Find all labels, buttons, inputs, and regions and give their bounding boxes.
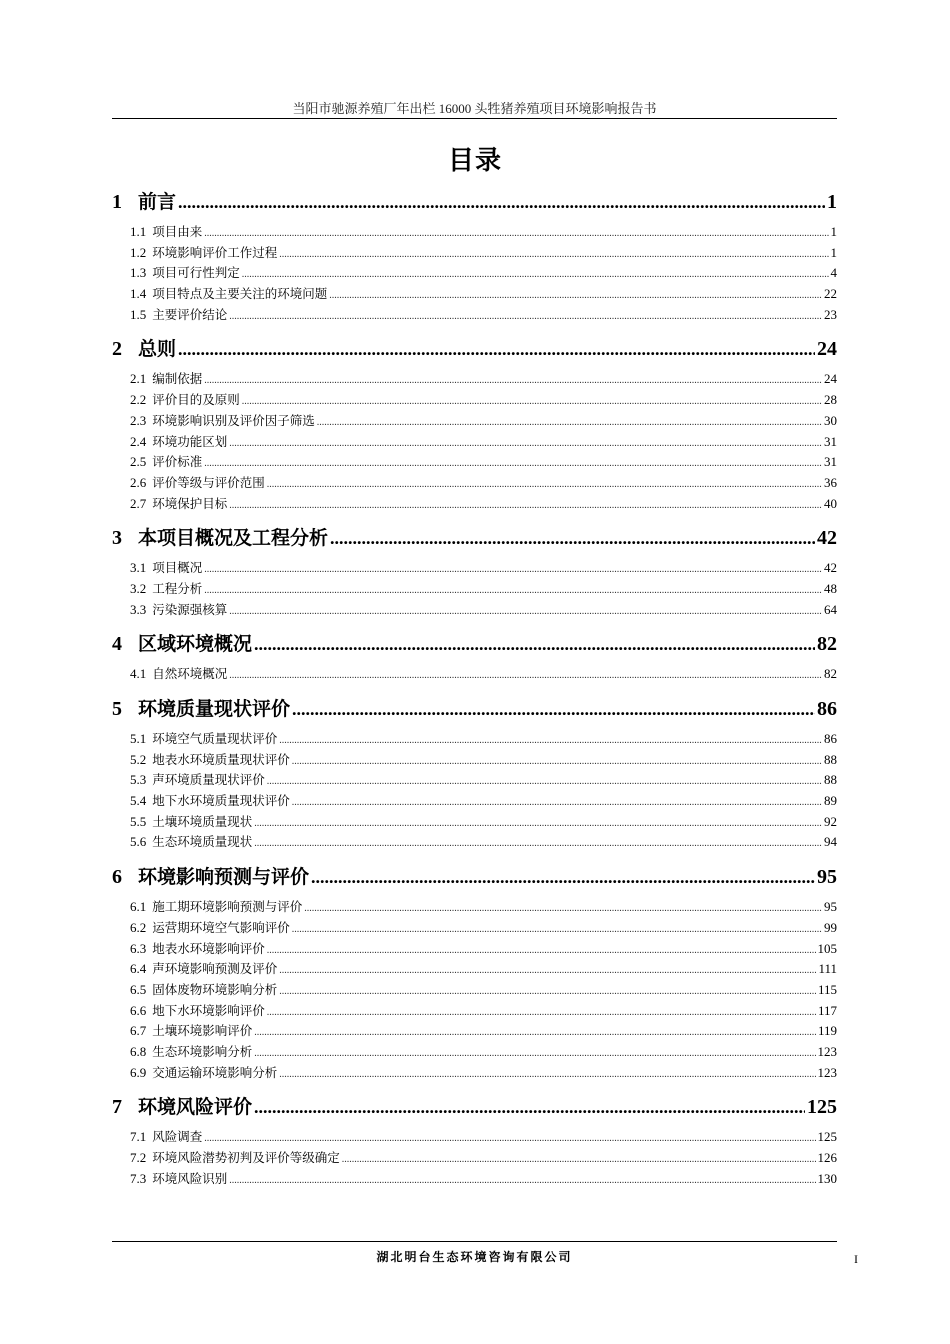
entry-title: 固体废物环境影响分析 [152,981,278,997]
entry-page: 88 [824,751,837,767]
entry-page: 111 [818,961,837,977]
entry-page: 117 [817,1002,837,1018]
dot-leader [292,752,822,773]
entry-page: 92 [824,813,837,829]
entry-title: 环境空气质量现状评价 [152,731,278,746]
toc-chapter-3[interactable] [112,522,837,554]
toc-chapter-1[interactable] [112,186,837,218]
header-divider [112,118,837,119]
toc-entry-2.7[interactable] [112,494,837,515]
dot-leader [267,941,816,962]
dot-leader [279,982,816,1003]
entry-number: 3.3 [130,601,147,617]
dot-leader [229,496,822,517]
entry-page: 42 [824,560,837,576]
dot-leader [229,1171,815,1192]
dot-leader [317,413,822,434]
entry-page: 23 [824,306,837,322]
dot-leader [267,1003,816,1024]
footer-company: 湖北明台生态环境咨询有限公司 [376,1250,573,1264]
entry-title: 主要评价结论 [152,306,228,322]
entry-title: 交通运输环境影响分析 [152,1064,278,1080]
page-number: I [854,1252,858,1266]
entry-number: 2.7 [130,495,147,511]
entry-title: 地下水环境质量现状评价 [152,793,290,809]
entry-page: 40 [824,495,837,511]
entry-page: 4 [830,265,837,281]
toc-entry-6.1[interactable] [112,897,837,918]
toc-entry-6.9[interactable] [112,1063,837,1084]
entry-number: 1.3 [130,265,147,281]
entry-page: 30 [824,412,837,428]
dot-leader [267,772,822,793]
dot-leader [279,1065,815,1086]
entry-number: 3.1 [130,560,147,576]
dot-leader [254,628,815,660]
toc-entry-1.3[interactable] [112,263,837,284]
entry-title: 环境风险潜势初判及评价等级确定 [152,1150,340,1165]
entry-title: 污染源强核算 [152,601,228,617]
dot-leader [204,1129,815,1150]
entry-title: 环境影响评价工作过程 [152,244,278,260]
entry-title: 地表水环境质量现状评价 [152,751,290,767]
entry-title: 生态环境影响分析 [152,1043,253,1059]
entry-title: 评价目的及原则 [152,392,240,408]
entry-number: 6.7 [130,1023,147,1039]
entry-number: 5.5 [130,813,147,829]
dot-leader [329,286,822,307]
entry-number: 6.3 [130,940,147,956]
entry-page: 115 [817,981,837,997]
chapter-title: 环境风险评价 [138,1096,253,1119]
entry-number: 3.2 [130,580,147,596]
dot-leader [292,920,822,941]
entry-title: 地表水环境影响评价 [152,940,265,956]
toc-entry-1.5[interactable] [112,305,837,326]
entry-page: 31 [824,433,837,449]
chapter-entries [112,664,837,685]
dot-leader [254,1023,816,1044]
entry-page: 31 [824,454,837,470]
entry-page: 28 [824,392,837,408]
dot-leader [204,454,822,475]
entry-number: 1.2 [130,244,147,260]
chapter-entries [112,1127,837,1189]
dot-leader [254,1091,805,1123]
footer-divider [112,1241,837,1242]
entry-number: 6.4 [130,961,147,977]
toc-entry-6.8[interactable] [112,1042,837,1063]
entry-page: 126 [817,1150,837,1165]
toc-entry-6.7[interactable] [112,1021,837,1042]
entry-title: 运营期环境空气影响评价 [152,919,290,935]
dot-leader [311,861,815,893]
chapter-title: 环境影响预测与评价 [138,866,310,889]
entry-page: 36 [824,474,837,490]
entry-page: 99 [824,919,837,935]
dot-leader [229,666,822,687]
chapter-page: 125 [807,1096,837,1119]
entry-number: 6.5 [130,981,147,997]
entry-title: 环境影响识别及评价因子筛选 [152,412,315,428]
dot-leader [254,834,822,855]
toc-entry-2.3[interactable] [112,411,837,432]
dot-leader [267,475,822,496]
entry-number: 2.3 [130,412,147,428]
dot-leader [204,560,822,581]
entry-page: 125 [817,1129,837,1145]
entry-title: 声环境质量现状评价 [152,772,265,788]
toc-chapter-7[interactable] [112,1091,837,1123]
entry-title: 声环境影响预测及评价 [152,961,278,977]
toc-entry-6.2[interactable] [112,918,837,939]
entry-page: 88 [824,772,837,788]
entry-title: 项目由来 [152,224,203,239]
toc-entry-7.3[interactable] [112,1169,837,1190]
dot-leader [204,224,828,245]
toc-entry-5.5[interactable] [112,812,837,833]
chapter-number: 6 [112,866,122,889]
dot-leader [279,961,816,982]
dot-leader [178,186,825,218]
entry-title: 工程分析 [152,580,203,596]
entry-title: 土壤环境影响评价 [152,1023,253,1039]
entry-page: 130 [817,1170,837,1186]
entry-page: 123 [817,1064,837,1080]
entry-number: 6.6 [130,1002,147,1018]
toc-chapter-4[interactable] [112,628,837,660]
chapter-number: 1 [112,191,122,213]
toc-entry-1.1[interactable] [112,222,837,243]
chapter-title: 区域环境概况 [138,633,253,656]
entry-number: 2.5 [130,454,147,470]
dot-leader [204,371,822,392]
entry-page: 86 [824,731,837,746]
entry-page: 1 [830,224,837,239]
chapter-title: 总则 [138,338,177,361]
toc-chapter-5[interactable] [112,693,837,725]
dot-leader [242,265,829,286]
dot-leader [242,392,822,413]
entry-page: 1 [830,244,837,260]
entry-title: 自然环境概况 [152,666,228,682]
entry-number: 1.5 [130,306,147,322]
entry-page: 95 [824,899,837,915]
entry-title: 环境功能区划 [152,433,228,449]
chapter-entries [112,897,837,1083]
toc-entry-7.1[interactable] [112,1127,837,1148]
chapter-title: 环境质量现状评价 [138,698,291,720]
entry-page: 64 [824,601,837,617]
entry-number: 1.4 [130,286,147,302]
dot-leader [342,1150,816,1171]
chapter-page: 42 [817,527,837,550]
entry-title: 环境保护目标 [152,495,228,511]
dot-leader [279,245,828,266]
entry-number: 5.1 [130,731,147,746]
chapter-entries [112,558,837,620]
entry-page: 94 [824,834,837,850]
toc-entry-5.1[interactable] [112,729,837,750]
table-of-contents [112,186,837,1191]
entry-page: 22 [824,286,837,302]
entry-page: 123 [817,1043,837,1059]
entry-page: 82 [824,666,837,682]
toc-entry-6.5[interactable] [112,980,837,1001]
toc-entry-2.1[interactable] [112,369,837,390]
entry-number: 2.4 [130,433,147,449]
dot-leader [292,793,822,814]
entry-page: 119 [817,1023,837,1039]
dot-leader [229,307,822,328]
toc-entry-2.2[interactable] [112,390,837,411]
toc-entry-2.5[interactable] [112,452,837,473]
toc-entry-6.6[interactable] [112,1001,837,1022]
dot-leader [254,814,822,835]
entry-title: 评价等级与评价范围 [152,474,265,490]
chapter-page: 86 [817,698,837,720]
entry-number: 7.1 [130,1129,147,1145]
entry-title: 项目概况 [152,560,203,576]
entry-title: 环境风险识别 [152,1170,228,1186]
entry-title: 生态环境质量现状 [152,834,253,850]
toc-entry-1.2[interactable] [112,243,837,264]
dot-leader [279,731,822,752]
toc-entry-4.1[interactable] [112,664,837,685]
entry-number: 5.3 [130,772,147,788]
entry-title: 地下水环境影响评价 [152,1002,265,1018]
dot-leader [229,434,822,455]
entry-number: 2.2 [130,392,147,408]
entry-number: 4.1 [130,666,147,682]
entry-title: 编制依据 [152,371,203,387]
dot-leader [304,899,822,920]
entry-number: 5.6 [130,834,147,850]
entry-number: 2.6 [130,474,147,490]
entry-title: 评价标准 [152,454,203,470]
chapter-number: 5 [112,698,122,720]
toc-entry-1.4[interactable] [112,284,837,305]
dot-leader [292,693,815,725]
chapter-title: 前言 [138,191,177,213]
toc-entry-3.3[interactable] [112,600,837,621]
entry-number: 7.2 [130,1150,147,1165]
entry-page: 105 [817,940,837,956]
entry-title: 施工期环境影响预测与评价 [152,899,303,915]
entry-number: 6.8 [130,1043,147,1059]
entry-page: 24 [824,371,837,387]
entry-number: 5.4 [130,793,147,809]
dot-leader [178,333,815,365]
toc-chapter-2[interactable] [112,333,837,365]
entry-page: 48 [824,580,837,596]
chapter-number: 4 [112,633,122,656]
chapter-number: 2 [112,338,122,361]
toc-entry-6.3[interactable] [112,939,837,960]
entry-number: 6.2 [130,919,147,935]
chapter-entries [112,369,837,514]
toc-entry-6.4[interactable] [112,959,837,980]
toc-title: 目录 [447,146,502,176]
entry-title: 项目可行性判定 [152,265,240,281]
chapter-page: 82 [817,633,837,656]
dot-leader [204,581,822,602]
toc-entry-5.6[interactable] [112,832,837,853]
toc-entry-3.1[interactable] [112,558,837,579]
toc-entry-2.6[interactable] [112,473,837,494]
entry-title: 项目特点及主要关注的环境问题 [152,286,328,302]
entry-title: 土壤环境质量现状 [152,813,253,829]
chapter-page: 24 [817,338,837,361]
entry-number: 6.9 [130,1064,147,1080]
entry-number: 2.1 [130,371,147,387]
toc-entry-5.3[interactable] [112,770,837,791]
chapter-entries [112,222,837,325]
entry-number: 5.2 [130,751,147,767]
dot-leader [330,522,815,554]
entry-page: 89 [824,793,837,809]
toc-entry-5.4[interactable] [112,791,837,812]
toc-entry-7.2[interactable] [112,1148,837,1169]
dot-leader [254,1044,815,1065]
entry-number: 1.1 [130,224,147,239]
entry-title: 风险调查 [152,1129,203,1145]
toc-entry-5.2[interactable] [112,750,837,771]
toc-entry-2.4[interactable] [112,432,837,453]
chapter-page: 1 [827,191,837,213]
dot-leader [229,602,822,623]
chapter-title: 本项目概况及工程分析 [138,527,329,550]
running-header: 当阳市驰源养殖厂年出栏 16000 头牲猪养殖项目环境影响报告书 [292,101,657,116]
chapter-entries [112,729,837,853]
chapter-number: 3 [112,527,122,550]
toc-entry-3.2[interactable] [112,579,837,600]
chapter-page: 95 [817,866,837,889]
toc-chapter-6[interactable] [112,861,837,893]
chapter-number: 7 [112,1096,122,1119]
entry-number: 6.1 [130,899,147,915]
entry-number: 7.3 [130,1170,147,1186]
